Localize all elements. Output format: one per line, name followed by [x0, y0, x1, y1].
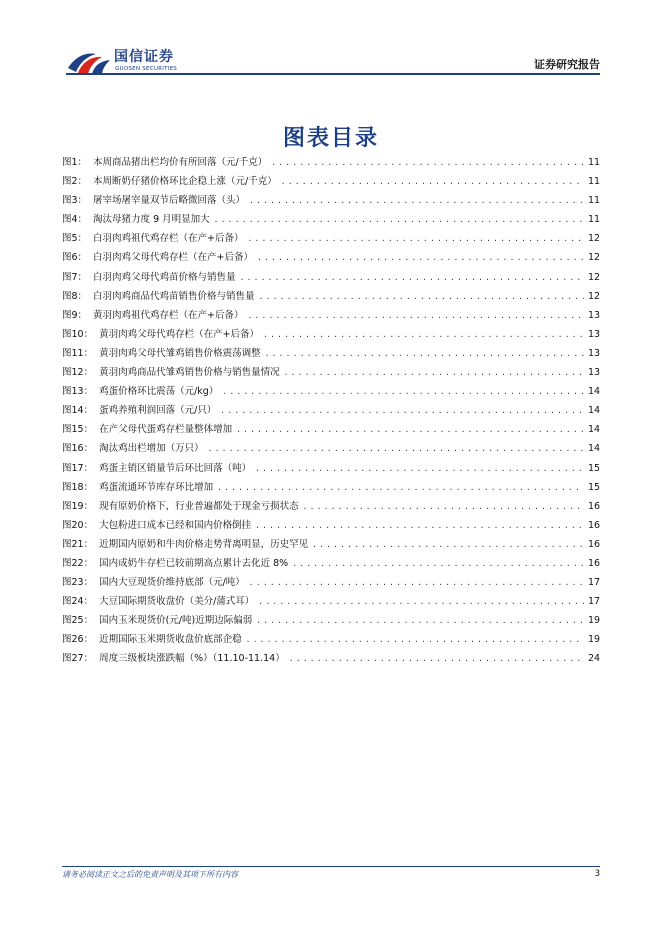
toc-dot-leader — [271, 153, 584, 172]
toc-entry[interactable] — [62, 649, 600, 668]
toc-dot-leader — [208, 439, 584, 458]
toc-figure-label: 图19： — [62, 500, 94, 512]
page-number: 3 — [594, 869, 600, 879]
toc-figure-title: 周度三级板块涨跌幅（%）（11.10-11.14） — [99, 653, 285, 665]
logo-chinese-name: 国信证券 — [114, 49, 174, 65]
toc-page-number: 24 — [588, 653, 601, 665]
toc-page-number: 15 — [588, 481, 601, 493]
toc-figure-title: 近期国际玉米期货收盘价底部企稳 — [99, 634, 242, 646]
toc-entry[interactable] — [62, 363, 600, 382]
toc-figure-label: 图14： — [62, 405, 94, 417]
toc-figure-label: 图16： — [62, 443, 94, 455]
toc-page-number: 17 — [588, 596, 601, 608]
toc-page-number: 11 — [588, 157, 601, 168]
toc-page-number: 16 — [588, 538, 601, 550]
toc-figure-label: 图15： — [62, 424, 94, 436]
toc-dot-leader — [220, 401, 584, 420]
toc-page-number: 13 — [588, 367, 601, 379]
toc-page-number: 11 — [588, 195, 601, 207]
toc-figure-label: 图24： — [62, 596, 94, 608]
toc-entry[interactable] — [62, 287, 600, 306]
logo-english-name: GUOSEN SECURITIES — [115, 66, 178, 72]
toc-dot-leader — [248, 229, 584, 248]
toc-entry[interactable] — [62, 535, 600, 554]
toc-figure-title: 本周商品猪出栏均价有所回落（元/千克） — [93, 157, 268, 168]
toc-entry[interactable] — [62, 306, 600, 325]
toc-dot-leader — [214, 210, 584, 229]
toc-page-number: 16 — [588, 519, 601, 531]
toc-page-number: 14 — [588, 405, 601, 417]
toc-figure-title: 国内玉米现货价(元/吨)近期边际偏弱 — [99, 615, 253, 627]
toc-entry[interactable] — [62, 248, 600, 267]
toc-dot-leader — [246, 630, 584, 649]
toc-dot-leader — [217, 478, 584, 497]
toc-entry[interactable] — [62, 172, 600, 191]
toc-figure-title: 鸡蛋流通环节库存环比增加 — [99, 481, 214, 493]
toc-figure-title: 在产父母代蛋鸡存栏量整体增加 — [99, 424, 233, 436]
toc-dot-leader — [312, 535, 584, 554]
toc-figure-title: 黄羽肉鸡父母代鸡存栏（在产+后备） — [99, 328, 260, 340]
toc-page-number: 11 — [588, 214, 601, 226]
toc-entry[interactable] — [62, 268, 600, 287]
toc-dot-leader — [255, 516, 584, 535]
toc-figure-label: 图8： — [62, 290, 88, 302]
toc-figure-title: 国内大豆现货价维持底部（元/吨） — [99, 577, 245, 589]
toc-page-number: 12 — [588, 252, 601, 264]
toc-figure-label: 图7： — [62, 271, 88, 283]
toc-figure-title: 大包粉进口成本已经和国内价格倒挂 — [99, 519, 252, 531]
toc-entry[interactable] — [62, 420, 600, 439]
toc-figure-label: 图26： — [62, 634, 94, 646]
toc-page-number: 19 — [588, 615, 601, 627]
toc-figure-label: 图10： — [62, 328, 94, 340]
footer-divider — [62, 866, 600, 867]
toc-dot-leader — [222, 382, 584, 401]
toc-figure-title: 淘汰鸡出栏增加（万只） — [99, 443, 204, 455]
toc-figure-label: 图6： — [62, 252, 88, 264]
toc-page-number: 12 — [588, 290, 601, 302]
toc-dot-leader — [258, 592, 584, 611]
toc-dot-leader — [257, 248, 584, 267]
toc-dot-leader — [263, 325, 584, 344]
toc-page-number: 13 — [588, 309, 601, 321]
figure-list — [62, 153, 600, 669]
toc-entry[interactable] — [62, 439, 600, 458]
toc-dot-leader — [248, 306, 584, 325]
toc-figure-title: 白羽肉鸡祖代鸡存栏（在产+后备） — [93, 233, 244, 245]
toc-dot-leader — [265, 344, 584, 363]
company-logo — [66, 46, 186, 76]
toc-entry[interactable] — [62, 497, 600, 516]
toc-figure-label: 图11： — [62, 347, 94, 359]
toc-figure-label: 图3： — [62, 195, 88, 207]
toc-page-number: 15 — [588, 462, 601, 474]
toc-page-number: 16 — [588, 500, 601, 512]
toc-figure-title: 屠宰场屠宰量双节后略微回落（头） — [93, 195, 246, 207]
toc-page-number: 14 — [588, 386, 601, 398]
toc-entry[interactable] — [62, 229, 600, 248]
toc-figure-title: 黄羽肉鸡祖代鸡存栏（在产+后备） — [93, 309, 244, 321]
toc-entry[interactable] — [62, 630, 600, 649]
toc-dot-leader — [249, 191, 584, 210]
toc-page-number: 16 — [588, 557, 601, 569]
toc-figure-label: 图9： — [62, 309, 88, 321]
toc-figure-title: 黄羽肉鸡商品代雏鸡销售价格与销售量情况 — [99, 367, 280, 379]
toc-dot-leader — [292, 554, 584, 573]
toc-entry[interactable] — [62, 516, 600, 535]
toc-dot-leader — [249, 573, 584, 592]
toc-figure-label: 图2： — [62, 176, 88, 188]
report-type-label: 证券研究报告 — [534, 58, 600, 71]
toc-entry[interactable] — [62, 382, 600, 401]
toc-figure-title: 蛋鸡养殖利润回落（元/只） — [99, 405, 217, 417]
toc-page-number: 19 — [588, 634, 601, 646]
toc-figure-title: 国内成奶牛存栏已较前期高点累计去化近 8% — [99, 557, 289, 569]
toc-figure-title: 白羽肉鸡父母代鸡存栏（在产+后备） — [93, 252, 254, 264]
toc-page-number: 11 — [588, 176, 601, 188]
toc-page-number: 13 — [588, 347, 601, 359]
footer-disclaimer: 请务必阅读正文之后的免责声明及其项下所有内容 — [62, 870, 238, 879]
toc-entry[interactable] — [62, 344, 600, 363]
guosen-logo-icon — [66, 46, 112, 76]
toc-figure-label: 图23： — [62, 577, 94, 589]
toc-figure-title: 鸡蛋价格环比震荡（元/kg） — [99, 386, 219, 398]
toc-figure-label: 图17： — [62, 462, 94, 474]
toc-dot-leader — [240, 268, 584, 287]
toc-figure-title: 淘汰母猪力度 9 月明显加大 — [93, 214, 210, 226]
toc-figure-title: 鸡蛋主销区销量节后环比回落（吨） — [99, 462, 252, 474]
toc-figure-title: 白羽肉鸡父母代鸡苗价格与销售量 — [93, 271, 236, 283]
toc-page-number: 14 — [588, 443, 601, 455]
toc-dot-leader — [256, 611, 584, 630]
header-divider — [66, 73, 600, 75]
toc-figure-label: 图25： — [62, 615, 94, 627]
toc-entry[interactable] — [62, 573, 600, 592]
toc-entry[interactable] — [62, 459, 600, 478]
toc-dot-leader — [259, 287, 584, 306]
toc-page-number: 13 — [588, 328, 601, 340]
toc-figure-label: 图18： — [62, 481, 94, 493]
toc-figure-label: 图12： — [62, 367, 94, 379]
toc-figure-label: 图27： — [62, 653, 94, 665]
toc-figure-title: 大豆国际期货收盘价（美分/蒲式耳） — [99, 596, 255, 608]
toc-entry[interactable] — [62, 478, 600, 497]
toc-entry[interactable] — [62, 611, 600, 630]
toc-entry[interactable] — [62, 592, 600, 611]
toc-entry[interactable] — [62, 401, 600, 420]
toc-page-number: 12 — [588, 271, 601, 283]
toc-figure-title: 现有原奶价格下，行业普遍都处于现金亏损状态 — [99, 500, 299, 512]
toc-page-number: 17 — [588, 577, 601, 589]
toc-entry[interactable] — [62, 191, 600, 210]
toc-dot-leader — [281, 172, 584, 191]
toc-figure-label: 图20： — [62, 519, 94, 531]
toc-dot-leader — [284, 363, 584, 382]
toc-figure-title: 近期国内原奶和牛肉价格走势背离明显，历史罕见 — [99, 538, 309, 550]
toc-dot-leader — [255, 459, 584, 478]
toc-figure-title: 黄羽肉鸡父母代雏鸡销售价格震荡调整 — [99, 347, 261, 359]
toc-figure-label: 图21： — [62, 538, 94, 550]
toc-dot-leader — [236, 420, 584, 439]
toc-figure-title: 本周断奶仔猪价格环比企稳上涨（元/千克） — [93, 176, 277, 188]
toc-entry[interactable] — [62, 325, 600, 344]
toc-page-number: 12 — [588, 233, 601, 245]
toc-entry[interactable] — [62, 153, 600, 172]
toc-entry[interactable] — [62, 210, 600, 229]
toc-figure-label: 图5： — [62, 233, 88, 245]
toc-dot-leader — [303, 497, 584, 516]
toc-entry[interactable] — [62, 554, 600, 573]
toc-figure-label: 图4： — [62, 214, 88, 226]
toc-figure-label: 图13： — [62, 386, 94, 398]
toc-dot-leader — [289, 649, 584, 668]
toc-figure-label: 图1： — [62, 157, 88, 168]
toc-figure-label: 图22： — [62, 557, 94, 569]
page-header — [0, 0, 662, 80]
toc-page-number: 14 — [588, 424, 601, 436]
page-title: 图表目录 — [282, 125, 379, 151]
toc-figure-title: 白羽肉鸡商品代鸡苗销售价格与销售量 — [93, 290, 255, 302]
